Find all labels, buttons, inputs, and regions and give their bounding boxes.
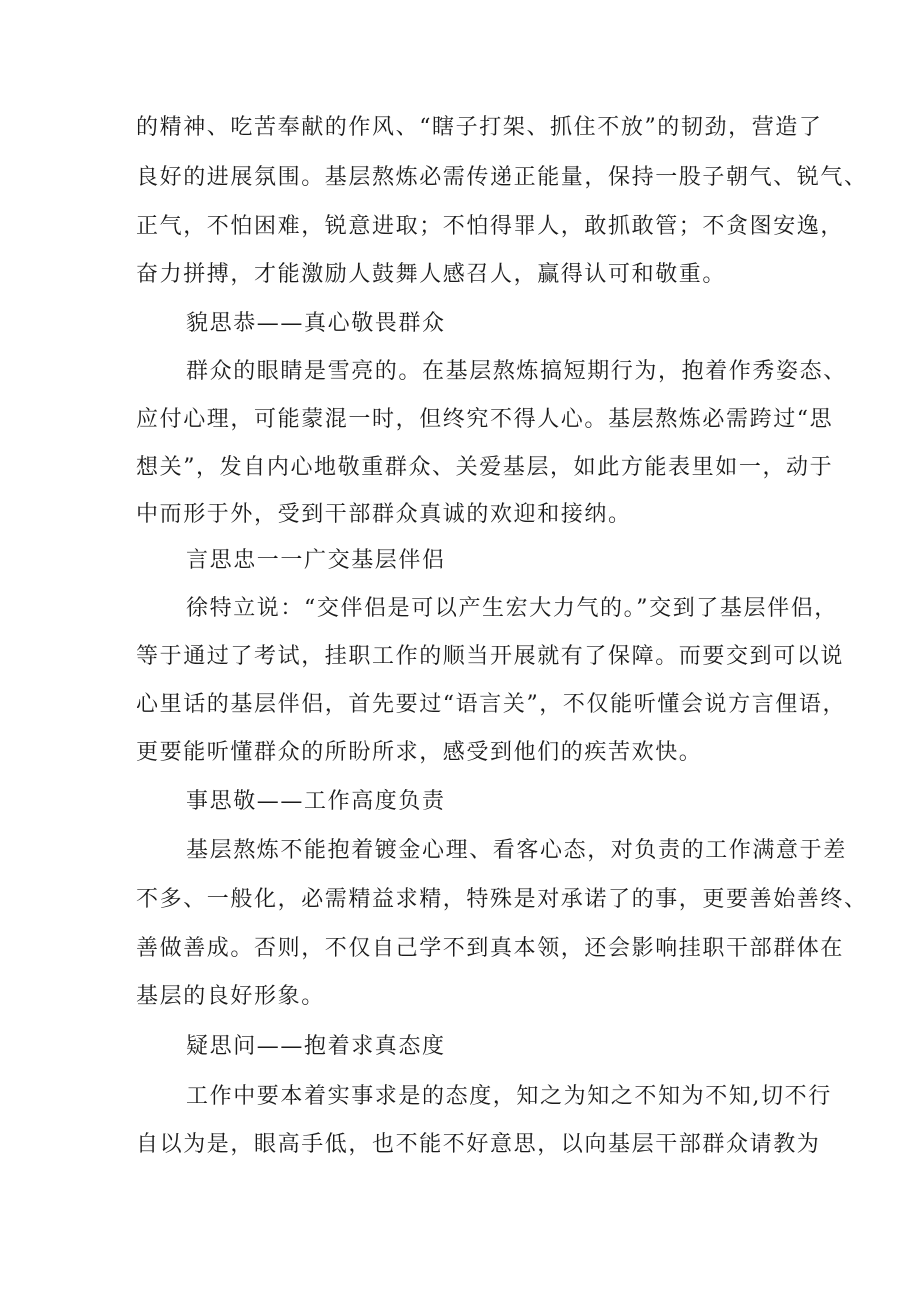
text-line: 心里话的基层伴侣，首先要过“语言关”，不仅能听懂会说方言俚语， — [136, 692, 847, 717]
text-line: 徐特立说：“交伴侣是可以产生宏大力气的。”交到了基层伴侣， — [186, 596, 838, 621]
text-line: 自以为是，眼高手低，也不能不好意思，以向基层干部群众请教为 — [136, 1132, 821, 1157]
section-heading: 貌思恭——真心敬畏群众 — [186, 311, 446, 336]
text-line: 更要能听懂群众的所盼所求，感受到他们的疾苦欢快。 — [136, 740, 703, 765]
text-line: 中而形于外，受到干部群众真诚的欢迎和接纳。 — [136, 502, 632, 527]
text-line: 工作中要本着实事求是的态度，知之为知之不知为不知,切不行 — [186, 1084, 832, 1109]
text-line: 基层的良好形象。 — [136, 984, 325, 1009]
text-line: 等于通过了考试，挂职工作的顺当开展就有了保障。而要交到可以说 — [136, 644, 845, 669]
text-line: 应付心理，可能蒙混一时，但终究不得人心。基层熬炼必需跨过“思 — [136, 407, 834, 432]
section-heading: 事思敬——工作高度负责 — [186, 789, 446, 814]
section-heading: 言思忠一一广交基层伴侣 — [186, 548, 446, 573]
text-line: 的精神、吃苦奉献的作风、“瞎子打架、抓住不放”的韧劲，营造了 — [136, 115, 823, 140]
text-line: 善做善成。否则，不仅自己学不到真本领，还会影响挂职干部群体在 — [136, 936, 845, 961]
text-line: 群众的眼睛是雪亮的。在基层熬炼搞短期行为，抱着作秀姿态、 — [186, 359, 847, 384]
text-line: 奋力拼搏，才能激励人鼓舞人感召人，赢得认可和敬重。 — [136, 262, 727, 287]
text-line: 良好的进展氛围。基层熬炼必需传递正能量，保持一股子朝气、锐气、 — [136, 165, 868, 190]
text-line: 不多、一般化，必需精益求精，特殊是对承诺了的事，更要善始善终、 — [136, 887, 868, 912]
section-heading: 疑思问——抱着求真态度 — [186, 1034, 446, 1059]
text-line: 正气，不怕困难，锐意进取；不怕得罪人，敢抓敢管；不贪图安逸， — [136, 214, 845, 239]
text-line: 基层熬炼不能抱着镀金心理、看客心态，对负责的工作满意于差 — [186, 838, 847, 863]
text-line: 想关”，发自内心地敬重群众、关爱基层，如此方能表里如一，动于 — [136, 455, 834, 480]
